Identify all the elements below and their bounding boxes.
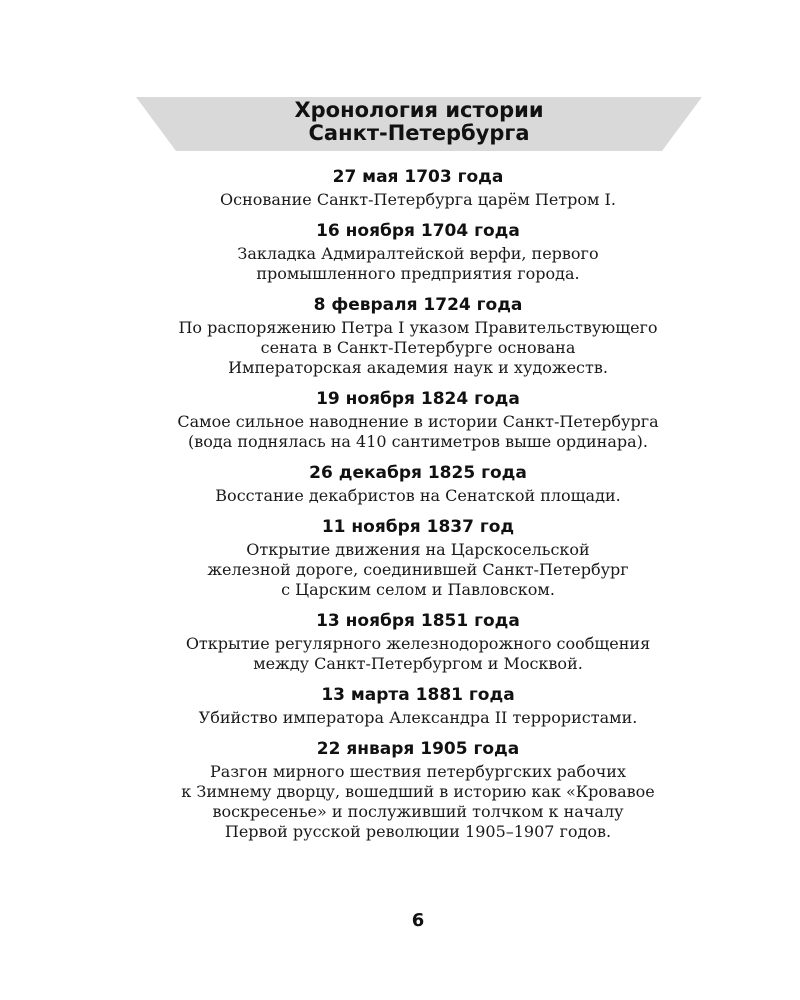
entry-description — [100, 244, 736, 284]
entry-date: 16 ноября 1704 года — [316, 221, 520, 241]
entry-description-line: (вода поднялась на 410 сантиметров выше ординара). — [188, 432, 648, 451]
entry-description — [100, 540, 736, 600]
entry-description-line: Первой русской революции 1905–1907 годов. — [224, 822, 612, 841]
timeline — [100, 164, 736, 850]
entry-description — [100, 634, 736, 674]
timeline-entry — [100, 682, 736, 728]
entry-date: 27 мая 1703 года — [332, 167, 504, 187]
entry-date: 13 марта 1881 года — [321, 685, 515, 705]
entry-description-line: между Санкт-Петербургом и Москвой. — [253, 654, 583, 673]
entry-description-line: Открытие регулярного железнодорожного сообщения — [185, 634, 651, 653]
entry-description — [100, 190, 736, 210]
entry-date: 26 декабря 1825 года — [309, 463, 527, 483]
entry-description-line: к Зимнему дворцу, вошедший в историю как «Кровавое — [181, 782, 655, 801]
entry-description-line: сената в Санкт-Петербурге основана — [260, 338, 576, 357]
entry-description-line: Открытие движения на Царскосельской — [246, 540, 590, 559]
entry-description-line: с Царским селом и Павловском. — [281, 580, 555, 599]
timeline-entry — [100, 460, 736, 506]
entry-description — [100, 412, 736, 452]
entry-description-line: Самое сильное наводнение в истории Санкт-Петербурга — [177, 412, 659, 431]
timeline-entry — [100, 218, 736, 284]
timeline-entry — [100, 164, 736, 210]
page-title-line-2: Санкт-Петербурга — [308, 121, 530, 145]
entry-description-line: По распоряжению Петра I указом Правительствующего — [178, 318, 658, 337]
entry-description — [100, 486, 736, 506]
entry-date: 13 ноября 1851 года — [316, 611, 520, 631]
entry-description-line: Императорская академия наук и художеств. — [228, 358, 608, 377]
timeline-entry — [100, 292, 736, 378]
page-number: 6 — [411, 910, 425, 931]
entry-description-line: Закладка Адмиралтейской верфи, первого — [237, 244, 599, 263]
title-banner — [136, 97, 702, 151]
timeline-entry — [100, 514, 736, 600]
entry-description-line: Восстание декабристов на Сенатской площади. — [215, 486, 621, 505]
timeline-entry — [100, 736, 736, 842]
entry-date: 19 ноября 1824 года — [316, 389, 520, 409]
entry-date: 11 ноября 1837 год — [321, 517, 515, 537]
page-title-line-1: Хронология истории — [294, 98, 544, 122]
page-title — [136, 99, 702, 145]
entry-date: 8 февраля 1724 года — [313, 295, 523, 315]
entry-description-line: Убийство императора Александра II террористами. — [198, 708, 638, 727]
entry-date: 22 января 1905 года — [316, 739, 520, 759]
entry-description — [100, 762, 736, 842]
entry-description — [100, 708, 736, 728]
timeline-entry — [100, 608, 736, 674]
entry-description-line: Разгон мирного шествия петербургских рабочих — [210, 762, 626, 781]
entry-description-line: железной дороге, соединившей Санкт-Петербург — [207, 560, 629, 579]
timeline-entry — [100, 386, 736, 452]
entry-description-line: воскресенье» и послуживший толчком к началу — [212, 802, 624, 821]
entry-description-line: Основание Санкт-Петербурга царём Петром I. — [220, 190, 616, 209]
entry-description — [100, 318, 736, 378]
entry-description-line: промышленного предприятия города. — [256, 264, 580, 283]
